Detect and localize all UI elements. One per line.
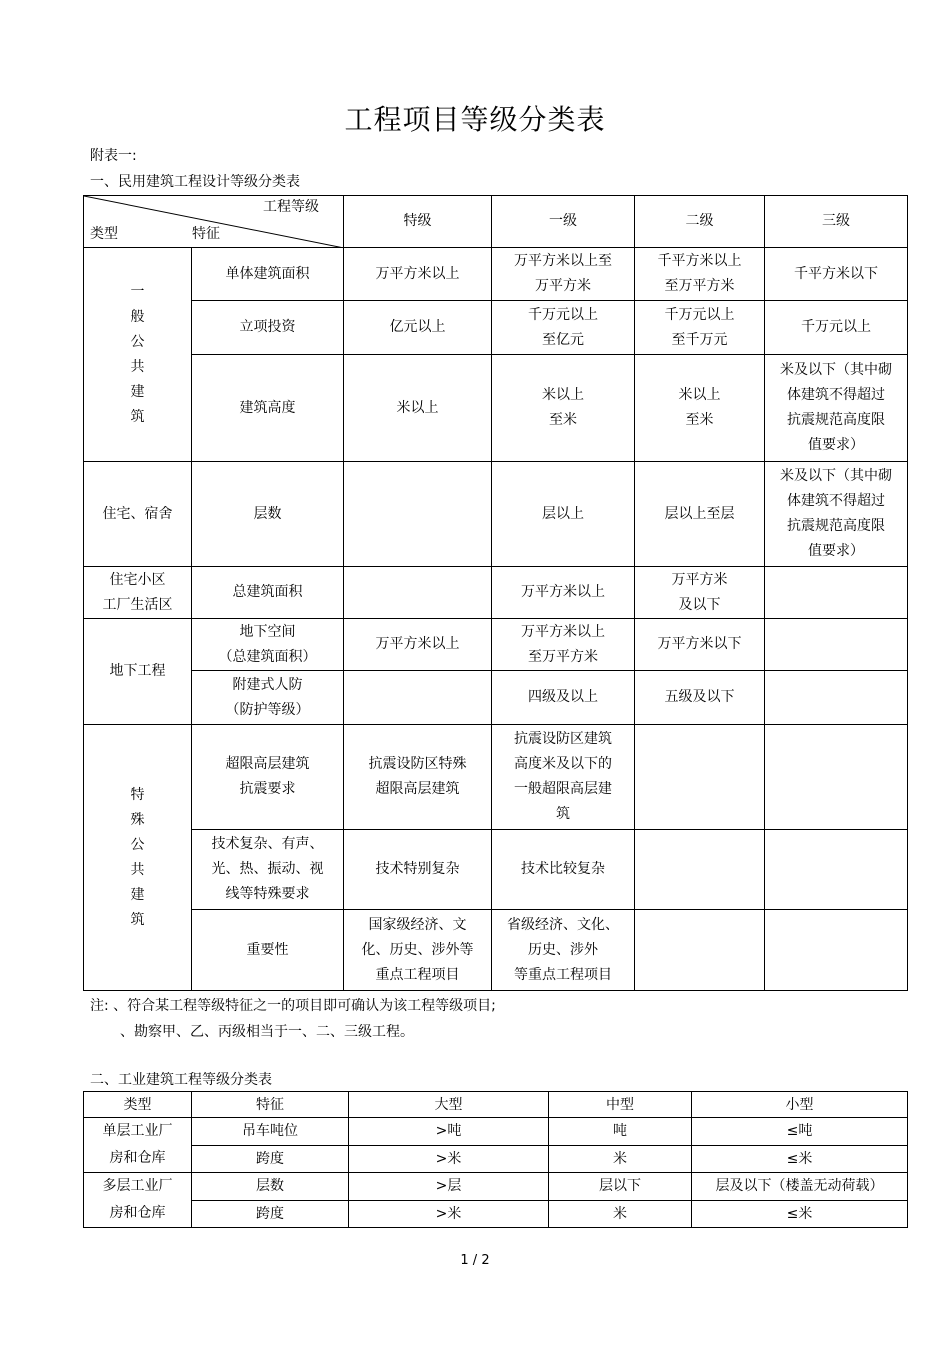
diag-feature-label: 特征 [192, 226, 220, 242]
table-row [84, 462, 908, 567]
table-row [84, 619, 908, 671]
value-cell [344, 671, 492, 725]
page-number: 1 / 2 [460, 1253, 490, 1268]
value-cell: >米 [349, 1200, 549, 1228]
group-multi-story: 多层工业厂 房和仓库 [84, 1173, 192, 1228]
value-cell: ≤吨 [692, 1118, 908, 1146]
note-1: 注: 、符合某工程等级特征之一的项目即可确认为该工程等级项目; [90, 998, 496, 1014]
value-cell [635, 830, 765, 910]
section-2-title: 二、工业建筑工程等级分类表 [90, 1072, 272, 1088]
value-cell: 万平方米以上 至万平方米 [492, 619, 635, 671]
value-cell [765, 671, 908, 725]
value-cell [765, 910, 908, 991]
table-row [84, 355, 908, 462]
t2-header-large: 大型 [349, 1092, 549, 1118]
feature-cell: 吊车吨位 [192, 1118, 349, 1146]
value-cell [765, 725, 908, 830]
group-public-building: 一 般 公 共 建 筑 [84, 248, 192, 462]
table-row [84, 1200, 908, 1228]
feature-cell: 地下空间 （总建筑面积） [192, 619, 344, 671]
value-cell: 万平方米以上 [344, 248, 492, 301]
value-cell [635, 725, 765, 830]
value-cell: 五级及以下 [635, 671, 765, 725]
table-row [84, 910, 908, 991]
group-underground: 地下工程 [84, 619, 192, 725]
header-grade-1: 一级 [492, 196, 635, 248]
value-cell: 省级经济、文化、 历史、涉外 等重点工程项目 [492, 910, 635, 991]
value-cell: 抗震设防区建筑 高度米及以下的 一般超限高层建 筑 [492, 725, 635, 830]
value-cell: 万平方米以上至 万平方米 [492, 248, 635, 301]
table-row [84, 1118, 908, 1146]
t2-header-feature: 特征 [192, 1092, 349, 1118]
group-district: 住宅小区 工厂生活区 [84, 567, 192, 619]
table-row [84, 1145, 908, 1173]
table-row [84, 567, 908, 619]
value-cell: 国家级经济、文 化、历史、涉外等 重点工程项目 [344, 910, 492, 991]
value-cell: 万平方米以下 [635, 619, 765, 671]
value-cell: 米及以下（其中砌 体建筑不得超过 抗震规范高度限 值要求） [765, 355, 908, 462]
table-row [84, 671, 908, 725]
value-cell [344, 462, 492, 567]
value-cell: 技术特别复杂 [344, 830, 492, 910]
value-cell: >米 [349, 1145, 549, 1173]
group-special-building: 特 殊 公 共 建 筑 [84, 725, 192, 991]
value-cell: 千万元以上 至千万元 [635, 301, 765, 355]
value-cell: 米 [549, 1145, 692, 1173]
header-grade-3: 三级 [765, 196, 908, 248]
group-single-story: 单层工业厂 房和仓库 [84, 1118, 192, 1173]
value-cell: 万平方米以上 [492, 567, 635, 619]
value-cell: >吨 [349, 1118, 549, 1146]
table-row [84, 248, 908, 301]
feature-cell: 跨度 [192, 1145, 349, 1173]
feature-cell: 重要性 [192, 910, 344, 991]
value-cell: 层及以下（楼盖无动荷载） [692, 1173, 908, 1201]
value-cell: 米及以下（其中砌 体建筑不得超过 抗震规范高度限 值要求） [765, 462, 908, 567]
value-cell: 千平方米以上 至万平方米 [635, 248, 765, 301]
t2-header-small: 小型 [692, 1092, 908, 1118]
table-row [84, 301, 908, 355]
value-cell: 亿元以上 [344, 301, 492, 355]
value-cell: 四级及以上 [492, 671, 635, 725]
group-residential: 住宅、宿舍 [84, 462, 192, 567]
t2-header-medium: 中型 [549, 1092, 692, 1118]
feature-cell: 技术复杂、有声、 光、热、振动、视 线等特殊要求 [192, 830, 344, 910]
feature-cell: 立项投资 [192, 301, 344, 355]
value-cell: 万平方米以上 [344, 619, 492, 671]
note-2: 、勘察甲、乙、丙级相当于一、二、三级工程。 [120, 1024, 414, 1040]
value-cell: 吨 [549, 1118, 692, 1146]
diag-grade-label: 工程等级 [263, 199, 319, 215]
value-cell: 千万元以上 [765, 301, 908, 355]
value-cell: 层以上 [492, 462, 635, 567]
value-cell [765, 567, 908, 619]
value-cell: ≤米 [692, 1200, 908, 1228]
value-cell: 万平方米 及以下 [635, 567, 765, 619]
value-cell: 米以上 [344, 355, 492, 462]
value-cell: 千平方米以下 [765, 248, 908, 301]
value-cell: 抗震设防区特殊 超限高层建筑 [344, 725, 492, 830]
industrial-building-grade-table [83, 1091, 908, 1228]
t2-header-type: 类型 [84, 1092, 192, 1118]
value-cell [765, 619, 908, 671]
value-cell: ≤米 [692, 1145, 908, 1173]
feature-cell: 建筑高度 [192, 355, 344, 462]
table-row [84, 725, 908, 830]
value-cell [635, 910, 765, 991]
value-cell [765, 830, 908, 910]
feature-cell: 跨度 [192, 1200, 349, 1228]
value-cell: 技术比较复杂 [492, 830, 635, 910]
feature-cell: 附建式人防 （防护等级） [192, 671, 344, 725]
value-cell: 层以下 [549, 1173, 692, 1201]
value-cell: 米以上 至米 [492, 355, 635, 462]
header-grade-special: 特级 [344, 196, 492, 248]
value-cell: 千万元以上 至亿元 [492, 301, 635, 355]
feature-cell: 层数 [192, 462, 344, 567]
feature-cell: 单体建筑面积 [192, 248, 344, 301]
diag-type-label: 类型 [90, 226, 118, 242]
section-1-title: 一、民用建筑工程设计等级分类表 [90, 174, 300, 190]
value-cell: 米 [549, 1200, 692, 1228]
civil-building-grade-table [83, 195, 908, 991]
diagonal-header-cell [84, 196, 344, 248]
table-row [84, 1173, 908, 1201]
header-grade-2: 二级 [635, 196, 765, 248]
value-cell: 层以上至层 [635, 462, 765, 567]
feature-cell: 超限高层建筑 抗震要求 [192, 725, 344, 830]
table-row [84, 830, 908, 910]
feature-cell: 层数 [192, 1173, 349, 1201]
page-title: 工程项目等级分类表 [344, 103, 606, 136]
value-cell: >层 [349, 1173, 549, 1201]
attachment-label: 附表一: [90, 148, 137, 164]
feature-cell: 总建筑面积 [192, 567, 344, 619]
value-cell [344, 567, 492, 619]
value-cell: 米以上 至米 [635, 355, 765, 462]
